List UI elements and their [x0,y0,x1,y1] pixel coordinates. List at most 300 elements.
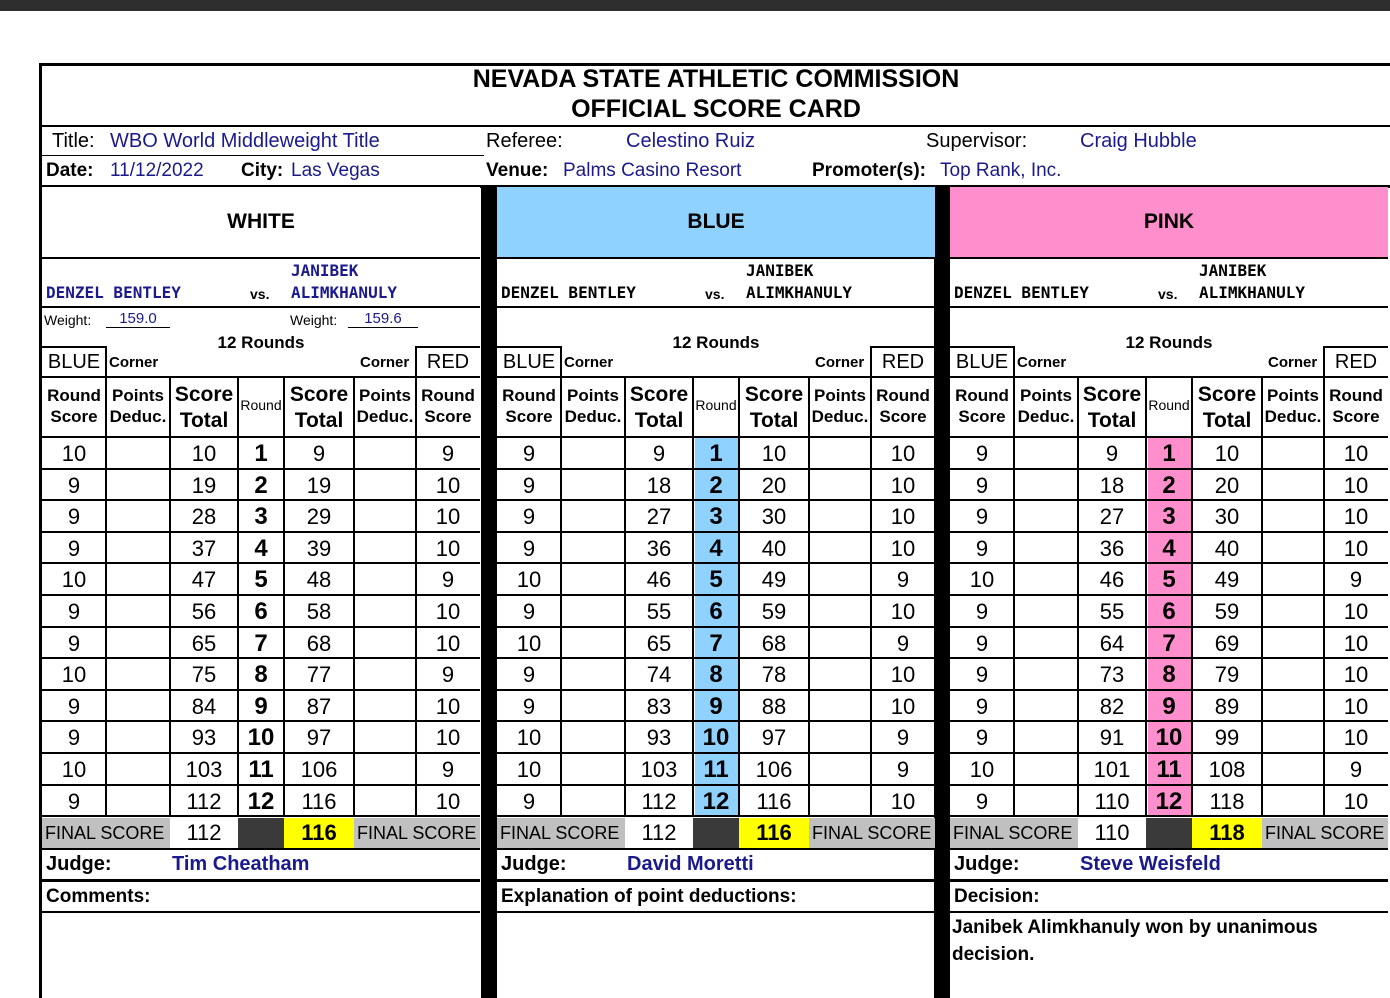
red-weight-label: Weight: [290,312,338,328]
score-cell: 9 [67,504,81,529]
blue-corner-tag: BLUE [502,351,556,373]
round-number: 9 [709,693,723,720]
round-number: 11 [703,756,729,783]
final-score-red: 116 [284,818,354,848]
score-cell: 59 [761,599,787,624]
fighters-divider [950,306,1388,308]
notes-label: Decision: [954,886,1040,907]
col-score-total-blue: Score [629,383,689,406]
score-cell: 40 [1214,536,1240,561]
score-cell: 9 [67,536,81,561]
round-number: 6 [1162,598,1176,625]
score-cell: 10 [516,757,542,782]
score-cell: 59 [1214,599,1240,624]
round-number: 5 [254,566,268,593]
score-cell: 10 [969,757,995,782]
round-number: 4 [254,535,268,562]
score-cell: 9 [67,725,81,750]
score-cell: 36 [646,536,672,561]
corner-divider [105,346,107,376]
blue-corner-label: Corner [1017,354,1067,371]
round-number: 10 [1155,724,1183,751]
score-cell: 10 [435,725,461,750]
red-corner-top-line [1324,346,1388,348]
score-cell: 10 [890,789,916,814]
city-value: Las Vegas [291,160,380,181]
score-cell: 10 [516,631,542,656]
score-cell: 106 [755,757,793,782]
score-cell: 9 [1105,441,1119,466]
col-score-total-red: Score [289,383,349,406]
score-cell: 91 [1099,725,1125,750]
round-number: 5 [709,566,723,593]
score-cell: 79 [1214,662,1240,687]
promoter-value: Top Rank, Inc. [940,160,1062,181]
round-number: 1 [709,440,723,467]
city-label: City: [241,160,284,181]
date-label: Date: [46,160,94,181]
supervisor-value: Craig Hubble [1080,130,1197,152]
score-cell: 9 [652,441,666,466]
score-cell: 10 [61,567,87,592]
score-cell: 88 [761,694,787,719]
col-score-total-blue: Score [174,383,234,406]
col-score-total-blue: Score [1082,383,1142,406]
score-cell: 46 [1099,567,1125,592]
score-cell: 108 [1208,757,1246,782]
score-cell: 9 [975,473,989,498]
score-cell: 82 [1099,694,1125,719]
col-round: Round [695,397,737,413]
col-score-total-red-2: Total [1202,409,1252,432]
red-fighter-last-name: ALIMKHANULY [746,283,852,302]
score-cell: 20 [761,473,787,498]
score-cell: 9 [896,631,910,656]
score-cell: 10 [890,694,916,719]
final-score-label: FINAL SCORE [42,818,170,848]
col-score-total-blue-2: Total [179,409,229,432]
red-corner-label: Corner [1268,354,1318,371]
score-cell: 19 [306,473,332,498]
score-cell: 110 [1094,789,1130,814]
band-divider [42,257,480,259]
score-cell: 9 [67,631,81,656]
col-round-score-red-2: Score [879,407,927,426]
judge-name: David Moretti [627,853,754,875]
score-cell: 9 [1349,757,1363,782]
round-number: 1 [1162,440,1176,467]
score-cell: 10 [1343,473,1369,498]
section-separator [481,186,497,998]
judge-name: Steve Weisfeld [1080,853,1221,875]
corner-divider [1013,346,1015,376]
round-number: 12 [247,788,275,815]
title-label: Title: [52,130,95,152]
judge-divider [497,879,935,882]
score-cell: 19 [191,473,217,498]
round-number: 2 [709,472,723,499]
band-divider [497,257,935,259]
score-cell: 10 [435,694,461,719]
score-cell: 10 [1343,441,1369,466]
score-cell: 10 [191,441,217,466]
blue-fighter-name: DENZEL BENTLEY [501,283,636,302]
score-cell: 74 [646,662,672,687]
score-cell: 9 [975,725,989,750]
corner-divider [560,346,562,376]
final-score-round-blank [238,818,284,848]
red-corner-label: Corner [360,354,410,371]
score-cell: 93 [191,725,217,750]
info-underline-1 [42,155,484,156]
score-cell: 10 [1343,662,1369,687]
col-round-score-red: Round [876,386,930,405]
round-number: 12 [1155,788,1183,815]
score-cell: 27 [1099,504,1125,529]
score-cell: 9 [896,567,910,592]
col-score-total-red: Score [1197,383,1257,406]
blue-weight-value: 159.0 [106,311,170,328]
score-cell: 9 [975,662,989,687]
judge-label: Judge: [954,853,1020,875]
score-cell: 9 [975,504,989,529]
col-points-blue-2: Deduc. [1017,407,1075,426]
round-number: 6 [709,598,723,625]
window-top-bar [0,0,1390,11]
card-color-title: WHITE [227,210,295,233]
card-color-title: BLUE [687,210,745,233]
referee-label: Referee: [486,130,563,152]
round-number: 10 [702,724,730,751]
rounds-label: 12 Rounds [1125,333,1213,352]
score-cell: 9 [975,694,989,719]
score-cell: 10 [1343,504,1369,529]
section-separator [934,186,950,998]
blue-corner-label: Corner [564,354,614,371]
final-score-round-blank [1146,818,1192,848]
supervisor-label: Supervisor: [926,130,1028,152]
round-number: 5 [1162,566,1176,593]
score-cell: 75 [191,662,217,687]
round-number: 4 [709,535,723,562]
round-number: 9 [254,693,268,720]
col-points-red: Points [1267,386,1319,405]
notes-divider [42,911,480,913]
score-cell: 9 [312,441,326,466]
score-cell: 9 [975,631,989,656]
red-fighter-first-name: JANIBEK [1199,261,1267,280]
col-round: Round [240,397,282,413]
score-cell: 10 [435,599,461,624]
score-cell: 89 [1214,694,1240,719]
score-cell: 28 [191,504,217,529]
notes-label: Explanation of point deductions: [501,886,797,907]
col-round-score-blue-2: Score [50,407,98,426]
notes-label: Comments: [46,886,151,907]
referee-value: Celestino Ruiz [626,130,755,152]
score-cell: 10 [61,757,87,782]
red-corner-tag: RED [1334,351,1378,373]
score-cell: 47 [191,567,217,592]
col-points-blue: Points [567,386,619,405]
round-number: 8 [254,661,268,688]
col-points-blue: Points [1020,386,1072,405]
score-cell: 9 [522,536,536,561]
score-cell: 9 [975,599,989,624]
rounds-label: 12 Rounds [672,333,760,352]
score-cell: 87 [306,694,332,719]
round-number: 7 [1162,630,1176,657]
vs-label: vs. [705,286,725,302]
col-score-total-blue-2: Total [1087,409,1137,432]
score-cell: 10 [435,789,461,814]
score-cell: 9 [67,789,81,814]
round-number: 9 [1162,693,1176,720]
score-cell: 9 [975,789,989,814]
score-cell: 49 [761,567,787,592]
scorecard-title: OFFICIAL SCORE CARD [571,95,861,123]
score-cell: 10 [435,473,461,498]
score-cell: 10 [1343,599,1369,624]
score-cell: 27 [646,504,672,529]
final-score-red: 118 [1192,818,1262,848]
score-cell: 9 [522,694,536,719]
notes-divider [497,911,935,913]
score-cell: 49 [1214,567,1240,592]
col-round-score-blue-2: Score [505,407,553,426]
col-round-score-red-2: Score [424,407,472,426]
round-number: 12 [702,788,730,815]
blue-corner-label: Corner [109,354,159,371]
round-number: 6 [254,598,268,625]
score-cell: 10 [890,536,916,561]
red-corner-tag: RED [881,351,925,373]
round-number: 8 [709,661,723,688]
score-cell: 64 [1099,631,1125,656]
card-color-title: PINK [1143,210,1195,233]
score-cell: 40 [761,536,787,561]
score-cell: 118 [1209,789,1245,814]
judge-name: Tim Cheatham [172,853,310,875]
final-score-divider [950,848,1388,850]
score-cell: 78 [761,662,787,687]
score-cell: 9 [441,662,455,687]
score-cell: 101 [1093,757,1131,782]
score-cell: 56 [191,599,217,624]
blue-corner-tag: BLUE [47,351,101,373]
blue-weight-label: Weight: [44,312,92,328]
score-cell: 84 [191,694,217,719]
score-cell: 103 [185,757,223,782]
red-fighter-last-name: ALIMKHANULY [291,283,397,302]
judge-divider [42,879,480,882]
score-cell: 9 [441,441,455,466]
score-cell: 20 [1214,473,1240,498]
red-fighter-first-name: JANIBEK [746,261,814,280]
score-cell: 9 [522,599,536,624]
round-number: 10 [247,724,275,751]
score-cell: 10 [890,441,916,466]
score-cell: 116 [756,789,792,814]
final-score-divider [42,848,480,850]
final-score-blue: 112 [186,820,222,845]
score-cell: 10 [61,662,87,687]
score-cell: 29 [306,504,332,529]
score-cell: 9 [522,441,536,466]
blue-corner-top-line [497,346,561,348]
final-score-label: FINAL SCORE [809,818,935,848]
judge-label: Judge: [46,853,112,875]
col-round-score-blue: Round [502,386,556,405]
judge-divider [950,879,1388,882]
score-cell: 103 [640,757,678,782]
final-score-label: FINAL SCORE [1262,818,1388,848]
score-cell: 10 [890,662,916,687]
judge-label: Judge: [501,853,567,875]
score-cell: 10 [1343,694,1369,719]
final-score-label: FINAL SCORE [354,818,480,848]
score-cell: 65 [191,631,217,656]
venue-label: Venue: [486,160,549,181]
score-cell: 58 [306,599,332,624]
red-corner-tag: RED [426,351,470,373]
red-corner-top-line [416,346,480,348]
col-round-score-red-2: Score [1332,407,1380,426]
score-cell: 46 [646,567,672,592]
score-cell: 30 [1214,504,1240,529]
date-value: 11/12/2022 [110,160,204,181]
col-score-total-blue-2: Total [634,409,684,432]
venue-value: Palms Casino Resort [563,160,742,181]
round-number: 8 [1162,661,1176,688]
score-cell: 10 [1343,536,1369,561]
score-cell: 10 [890,504,916,529]
score-cell: 97 [761,725,787,750]
score-cell: 10 [890,473,916,498]
score-cell: 73 [1099,662,1125,687]
score-cell: 9 [896,725,910,750]
final-score-label: FINAL SCORE [497,818,625,848]
score-cell: 9 [67,694,81,719]
score-cell: 10 [1343,631,1369,656]
final-score-red: 116 [739,818,809,848]
band-divider [950,257,1388,259]
score-cell: 9 [896,757,910,782]
commission-title: NEVADA STATE ATHLETIC COMMISSION [472,65,960,93]
col-round-score-red: Round [421,386,475,405]
vs-label: vs. [1158,286,1178,302]
score-cell: 9 [441,757,455,782]
decision-text: Janibek Alimkhanuly won by unanimous decision. [952,917,1318,965]
final-score-blue: 110 [1094,820,1130,845]
red-weight-value: 159.6 [348,311,418,328]
blue-fighter-name: DENZEL BENTLEY [954,283,1089,302]
col-points-red-2: Deduc. [1264,407,1322,426]
corner-divider [1323,346,1325,376]
score-cell: 18 [1099,473,1125,498]
round-number: 2 [1162,472,1176,499]
title-value: WBO World Middleweight Title [110,130,380,152]
round-number: 4 [1162,535,1176,562]
corner-divider [870,346,872,376]
score-cell: 9 [522,662,536,687]
round-number: 3 [254,503,268,530]
round-number: 7 [254,630,268,657]
fighters-divider [42,306,480,308]
score-cell: 69 [1214,631,1240,656]
col-score-total-red: Score [744,383,804,406]
blue-corner-tag: BLUE [955,351,1009,373]
red-fighter-last-name: ALIMKHANULY [1199,283,1305,302]
score-cell: 9 [67,473,81,498]
round-number: 1 [254,440,268,467]
score-cell: 10 [1343,725,1369,750]
fighters-divider [497,306,935,308]
col-round-score-blue: Round [955,386,1009,405]
score-cell: 10 [516,567,542,592]
score-cell: 30 [761,504,787,529]
score-cell: 116 [301,789,337,814]
score-cell: 112 [186,789,222,814]
col-round: Round [1148,397,1190,413]
final-score-round-blank [693,818,739,848]
score-cell: 10 [1214,441,1240,466]
score-cell: 99 [1214,725,1240,750]
score-cell: 9 [975,441,989,466]
round-number: 2 [254,472,268,499]
score-cell: 83 [646,694,672,719]
score-cell: 48 [306,567,332,592]
score-cell: 9 [975,536,989,561]
col-points-red: Points [359,386,411,405]
col-points-red-2: Deduc. [356,407,414,426]
blue-fighter-name: DENZEL BENTLEY [46,283,181,302]
score-cell: 93 [646,725,672,750]
corner-divider [415,346,417,376]
score-cell: 39 [306,536,332,561]
final-score-blue: 112 [641,820,677,845]
header-divider [39,125,1390,127]
score-cell: 65 [646,631,672,656]
promoter-label: Promoter(s): [812,160,927,181]
col-points-blue: Points [112,386,164,405]
round-number: 11 [1156,756,1182,783]
score-cell: 37 [191,536,217,561]
score-cell: 10 [435,504,461,529]
score-cell: 10 [969,567,995,592]
notes-divider [950,911,1388,913]
score-cell: 9 [1349,567,1363,592]
red-fighter-first-name: JANIBEK [291,261,359,280]
score-cell: 10 [61,441,87,466]
score-cell: 55 [1099,599,1125,624]
score-cell: 10 [1343,789,1369,814]
final-score-divider [497,848,935,850]
score-cell: 9 [441,567,455,592]
col-score-total-red-2: Total [294,409,344,432]
col-round-score-red: Round [1329,386,1383,405]
score-cell: 10 [761,441,787,466]
blue-corner-top-line [42,346,106,348]
col-points-blue-2: Deduc. [564,407,622,426]
round-number: 3 [709,503,723,530]
score-cell: 10 [516,725,542,750]
score-cell: 9 [522,473,536,498]
score-cell: 10 [890,599,916,624]
score-cell: 68 [761,631,787,656]
vs-label: vs. [250,286,270,302]
red-corner-label: Corner [815,354,865,371]
